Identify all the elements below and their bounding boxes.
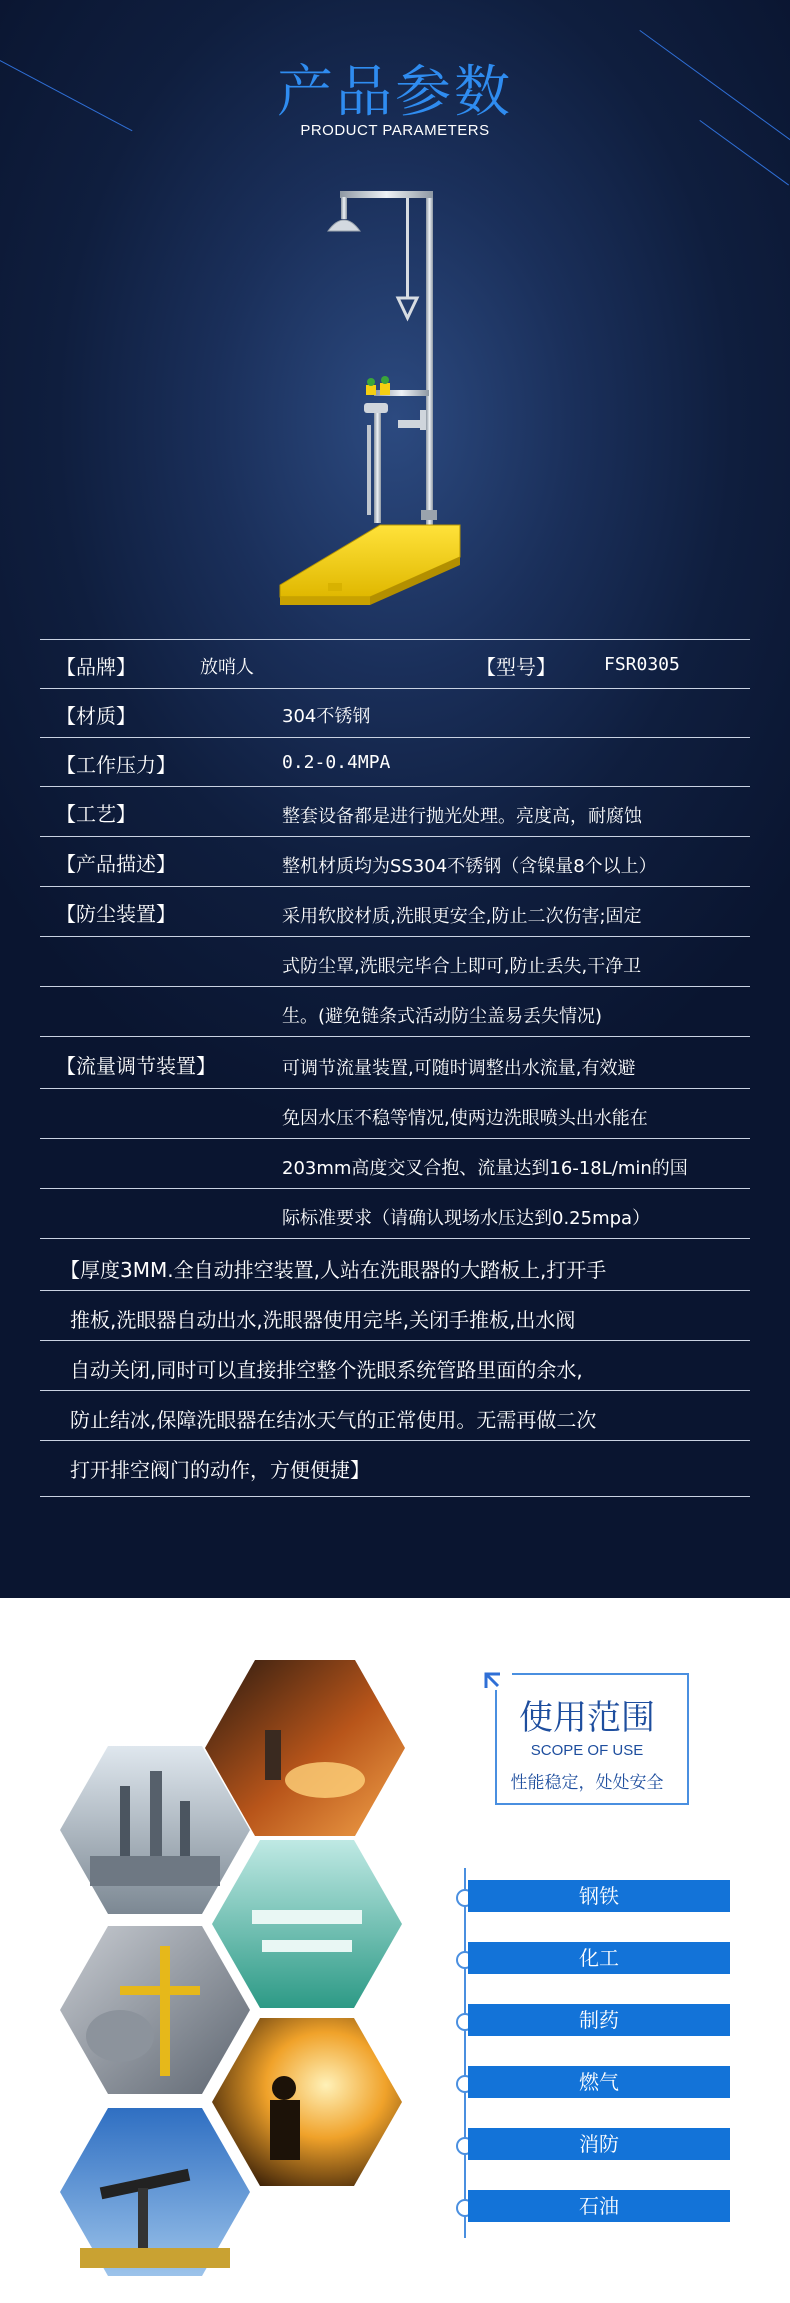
table-divider [40,836,750,837]
pressure-label: 【工作压力】 [56,753,176,777]
table-divider [40,786,750,787]
table-divider [40,1290,750,1291]
flow-regulator-line: 203mm高度交叉合抱、流量达到16-18L/min的国 [282,1158,688,1179]
craft-value: 整套设备都是进行抛光处理。亮度高，耐腐蚀 [282,806,642,827]
scope-item-oil: 石油 [468,2190,730,2222]
table-divider [40,737,750,738]
table-divider [40,1496,750,1497]
model-value: FSR0305 [604,654,680,675]
thickness-line: 自动关闭,同时可以直接排空整个洗眼系统管路里面的余水, [70,1358,583,1382]
material-label: 【材质】 [56,704,136,728]
section-title: 产品参数 [277,60,513,125]
brand-label: 【品牌】 [56,655,136,679]
thickness-line: 防止结冰,保障洗眼器在结冰天气的正常使用。无需再做二次 [70,1408,597,1432]
dust-cover-line: 生。(避免链条式活动防尘盖易丢失情况) [282,1006,603,1027]
dust-cover-line: 式防尘罩,洗眼完毕合上即可,防止丢失,干净卫 [282,956,642,977]
table-divider [40,886,750,887]
scope-item-steel: 钢铁 [468,1880,730,1912]
scope-item-gas: 燃气 [468,2066,730,2098]
flow-regulator-line: 可调节流量装置,可随时调整出水流量,有效避 [282,1058,636,1079]
dust-cover-line: 采用软胶材质,洗眼更安全,防止二次伤害;固定 [282,906,642,927]
model-label: 【型号】 [476,655,556,679]
table-divider [40,1088,750,1089]
scope-tagline: 性能稳定，处处安全 [510,1773,664,1793]
table-divider [40,639,750,640]
table-divider [40,1238,750,1239]
thickness-line: 打开排空阀门的动作，方便便捷】 [70,1458,370,1482]
flow-regulator-line: 际标准要求（请确认现场水压达到0.25mpa） [282,1208,651,1229]
brand-value: 放哨人 [200,657,254,678]
material-value: 304不锈钢 [282,706,371,727]
timeline-line [464,1868,466,2238]
dust-cover-label: 【防尘装置】 [56,902,176,926]
description-label: 【产品描述】 [56,852,176,876]
flow-regulator-line: 免因水压不稳等情况,使两边洗眼喷头出水能在 [282,1108,648,1129]
scope-title: 使用范围 [519,1698,655,1738]
table-divider [40,1188,750,1189]
scope-item-fire: 消防 [468,2128,730,2160]
table-divider [40,936,750,937]
flow-regulator-label: 【流量调节装置】 [56,1054,216,1078]
craft-label: 【工艺】 [56,802,136,826]
thickness-line: 推板,洗眼器自动出水,洗眼器使用完毕,关闭手推板,出水阀 [70,1308,576,1332]
table-divider [40,1036,750,1037]
scope-of-use-section [0,1598,790,2303]
scope-item-chemical: 化工 [468,1942,730,1974]
table-divider [40,1440,750,1441]
section-subtitle: PRODUCT PARAMETERS [300,122,490,139]
table-divider [40,986,750,987]
description-value: 整机材质均为SS304不锈钢（含镍量8个以上） [282,856,657,877]
table-divider [40,688,750,689]
thickness-line: 【厚度3MM.全自动排空装置,人站在洗眼器的大踏板上,打开手 [60,1258,607,1282]
eyewash-station-illustration [270,185,490,615]
pressure-value: 0.2-0.4MPA [282,752,391,773]
table-divider [40,1138,750,1139]
scope-item-pharma: 制药 [468,2004,730,2036]
scope-subtitle-en: SCOPE OF USE [530,1742,644,1759]
table-divider [40,1340,750,1341]
oil-pumpjack-photo [60,2108,250,2276]
table-divider [40,1390,750,1391]
